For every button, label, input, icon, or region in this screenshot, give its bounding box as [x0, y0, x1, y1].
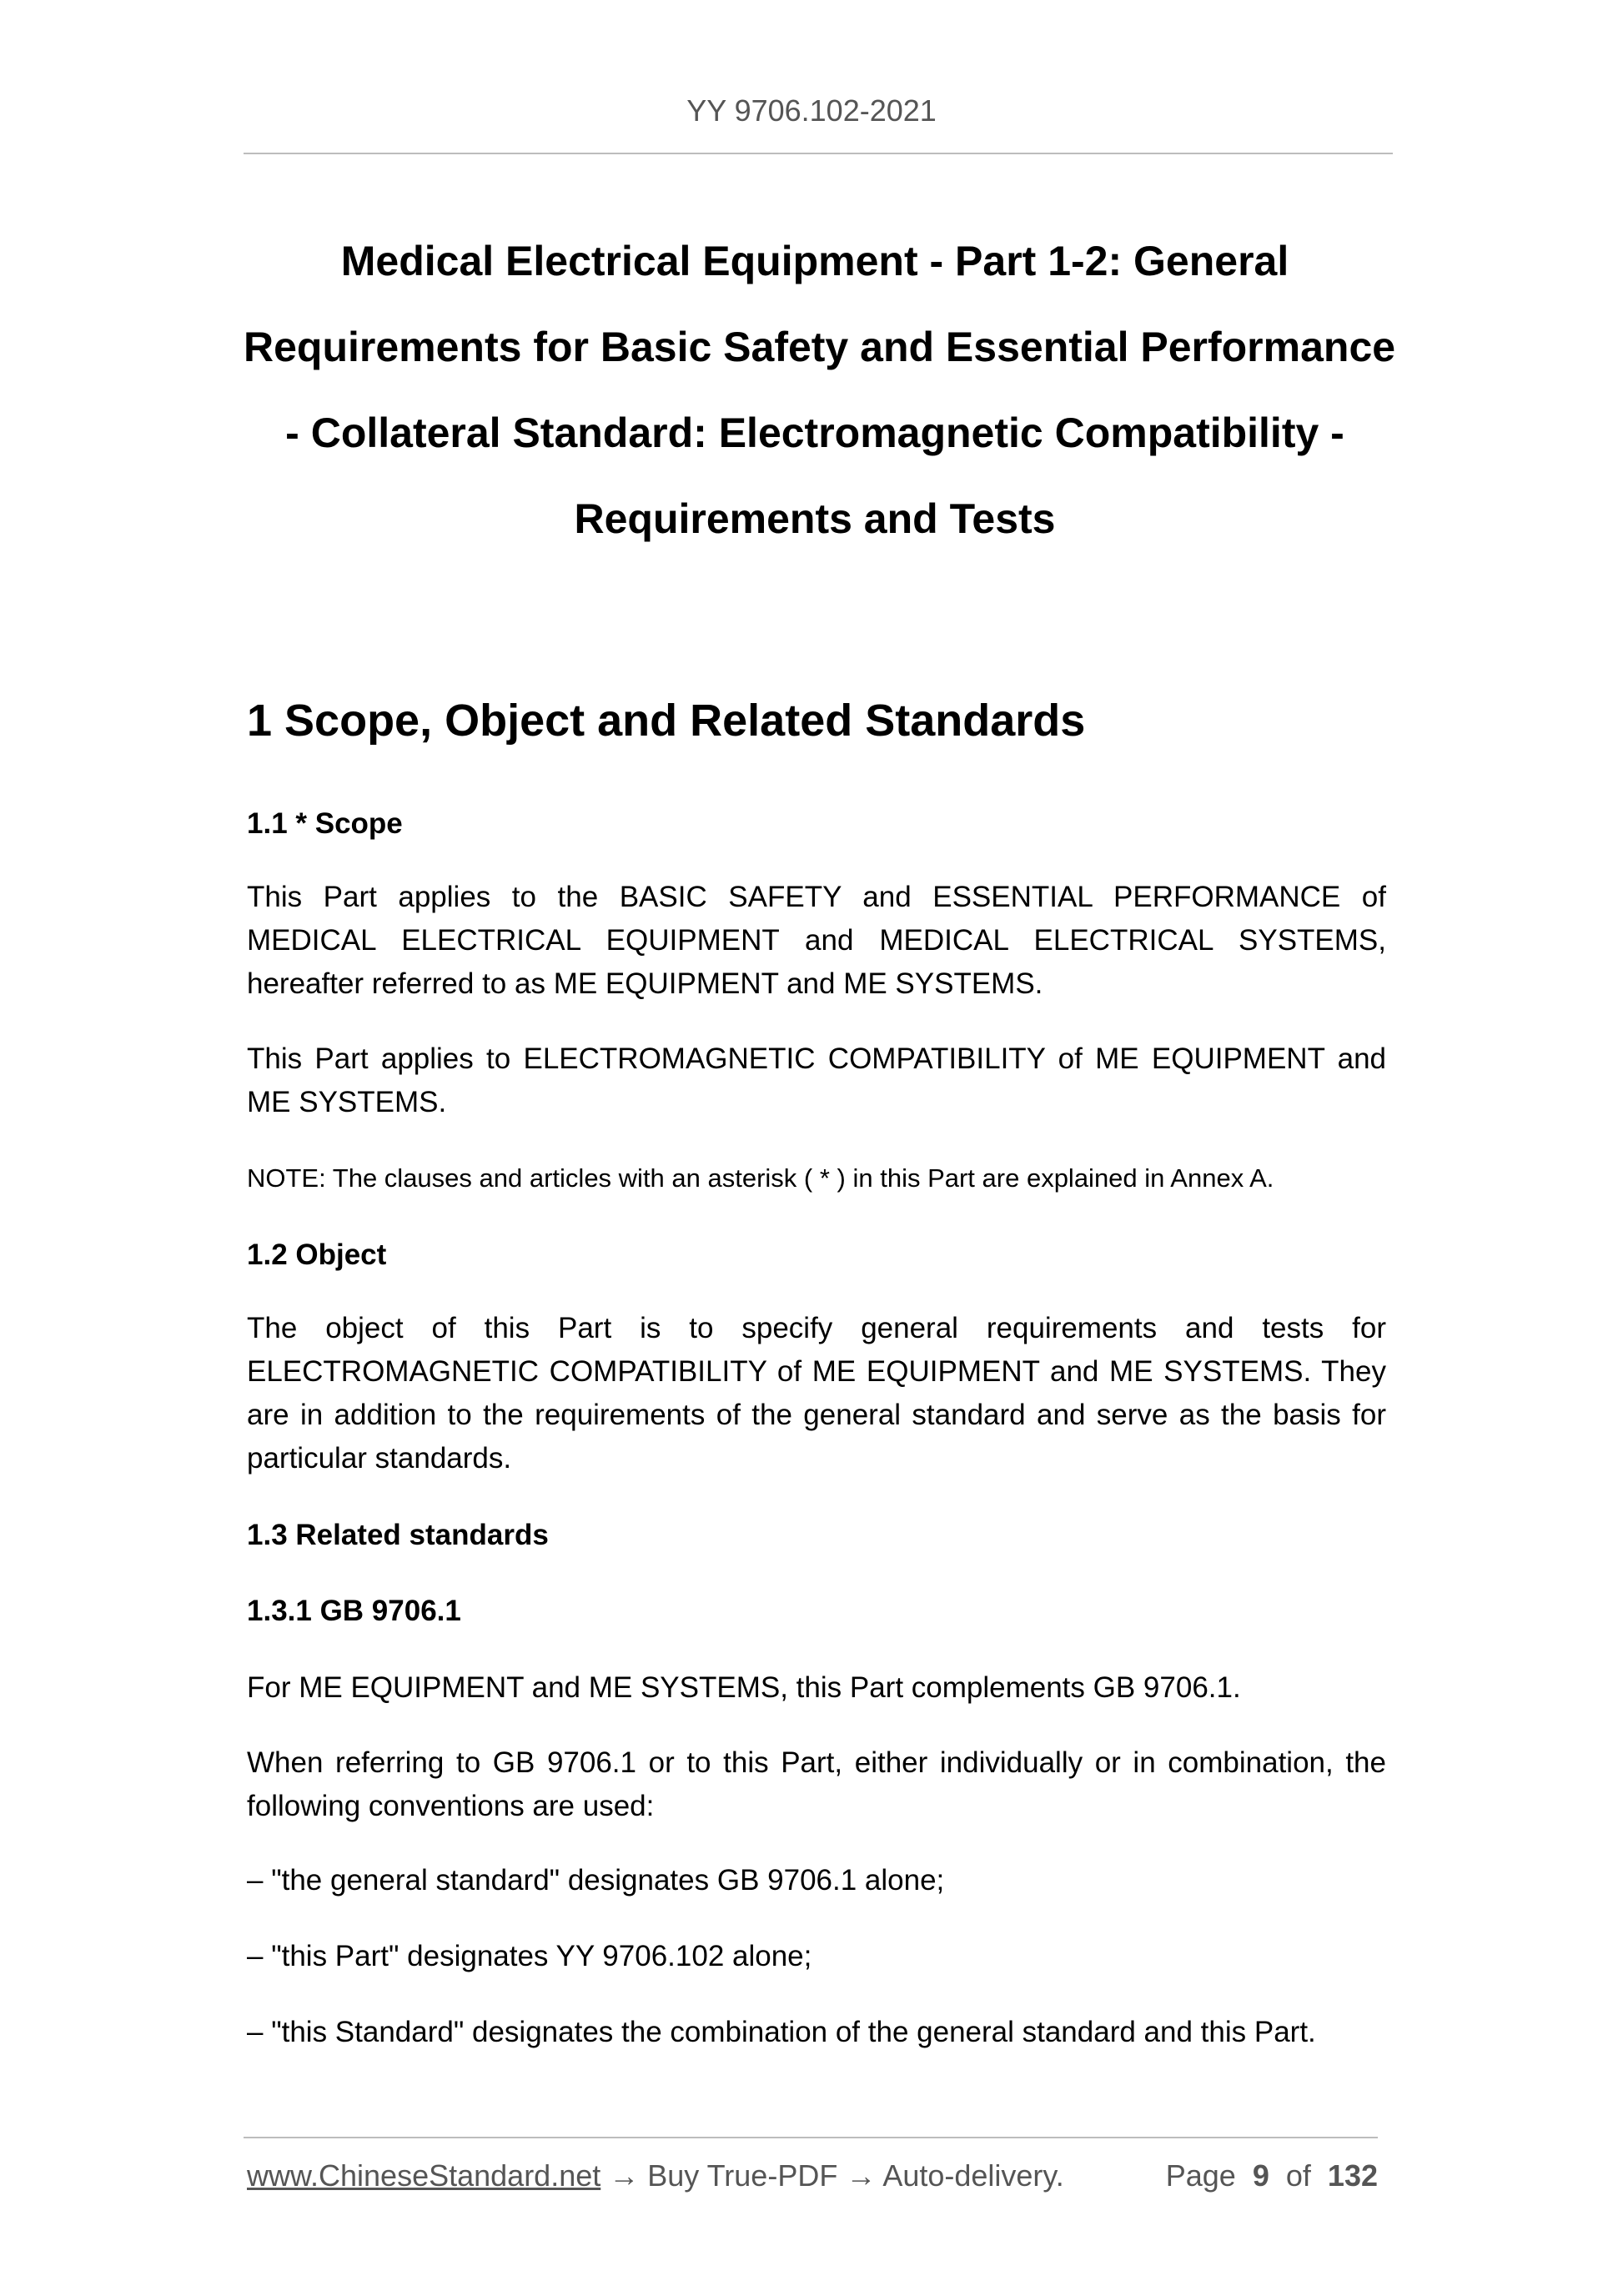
footer-divider	[244, 2137, 1378, 2138]
scope-note: NOTE: The clauses and articles with an asterisk ( * ) in this Part are explained in Annex A.	[247, 1163, 1274, 1193]
section-1-2-heading: 1.2 Object	[247, 1238, 387, 1271]
list-item: – "this Standard" designates the combination of the general standard and this Part.	[247, 2016, 1316, 2048]
conventions-paragraph: When referring to GB 9706.1 or to this Part, either individually or in combination, the following conventions are used:	[247, 1746, 1386, 1822]
scope-paragraph-1: This Part applies to the BASIC SAFETY and ESSENTIAL PERFORMANCE of MEDICAL ELECTRICAL EQUIPMENT and MEDICAL ELECTRICAL SYSTEMS, hereafter referred to as ME EQUIPMENT and ME SYSTEMS.	[247, 881, 1386, 1000]
title-line: Requirements for Basic Safety and Essential Performance	[244, 324, 1396, 370]
header-divider	[244, 153, 1393, 154]
section-1-1-heading: 1.1 * Scope	[247, 807, 403, 840]
section-1-3-heading: 1.3 Related standards	[247, 1519, 549, 1551]
page-number: 9	[1252, 2158, 1269, 2193]
title-line: Requirements and Tests	[574, 495, 1056, 542]
title-line: Medical Electrical Equipment - Part 1-2: General	[340, 238, 1289, 284]
complements-paragraph: For ME EQUIPMENT and ME SYSTEMS, this Part complements GB 9706.1.	[247, 1671, 1241, 1704]
list-item: – "the general standard" designates GB 9706.1 alone;	[247, 1864, 945, 1897]
header-standard-code: YY 9706.102-2021	[686, 93, 937, 128]
list-item: – "this Part" designates YY 9706.102 alone;	[247, 1940, 812, 1972]
scope-paragraph-2: This Part applies to ELECTROMAGNETIC COMPATIBILITY of ME EQUIPMENT and ME SYSTEMS.	[247, 1042, 1386, 1118]
footer-promo	[247, 2158, 1064, 2193]
section-1-heading: 1 Scope, Object and Related Standards	[247, 696, 1086, 746]
title-line: - Collateral Standard: Electromagnetic Compatibility -	[285, 409, 1344, 456]
document-title	[244, 219, 1396, 562]
website-link[interactable]: www.ChineseStandard.net	[247, 2158, 601, 2193]
section-1-3-1-heading: 1.3.1 GB 9706.1	[247, 1595, 461, 1627]
page-word: Page	[1165, 2158, 1236, 2193]
footer	[247, 2158, 1378, 2200]
promo-text: → Buy True-PDF → Auto-delivery.	[600, 2158, 1064, 2193]
page-indicator	[1166, 2158, 1378, 2193]
object-paragraph: The object of this Part is to specify general requirements and tests for ELECTROMAGNETIC COMPATIBILITY of ME EQUIPMENT and ME SYSTEMS. They are in addition to the requirements of the general standard and serve as the basis for particular standards.	[247, 1312, 1386, 1475]
of-word: of	[1285, 2158, 1311, 2193]
page-total: 132	[1327, 2158, 1378, 2193]
